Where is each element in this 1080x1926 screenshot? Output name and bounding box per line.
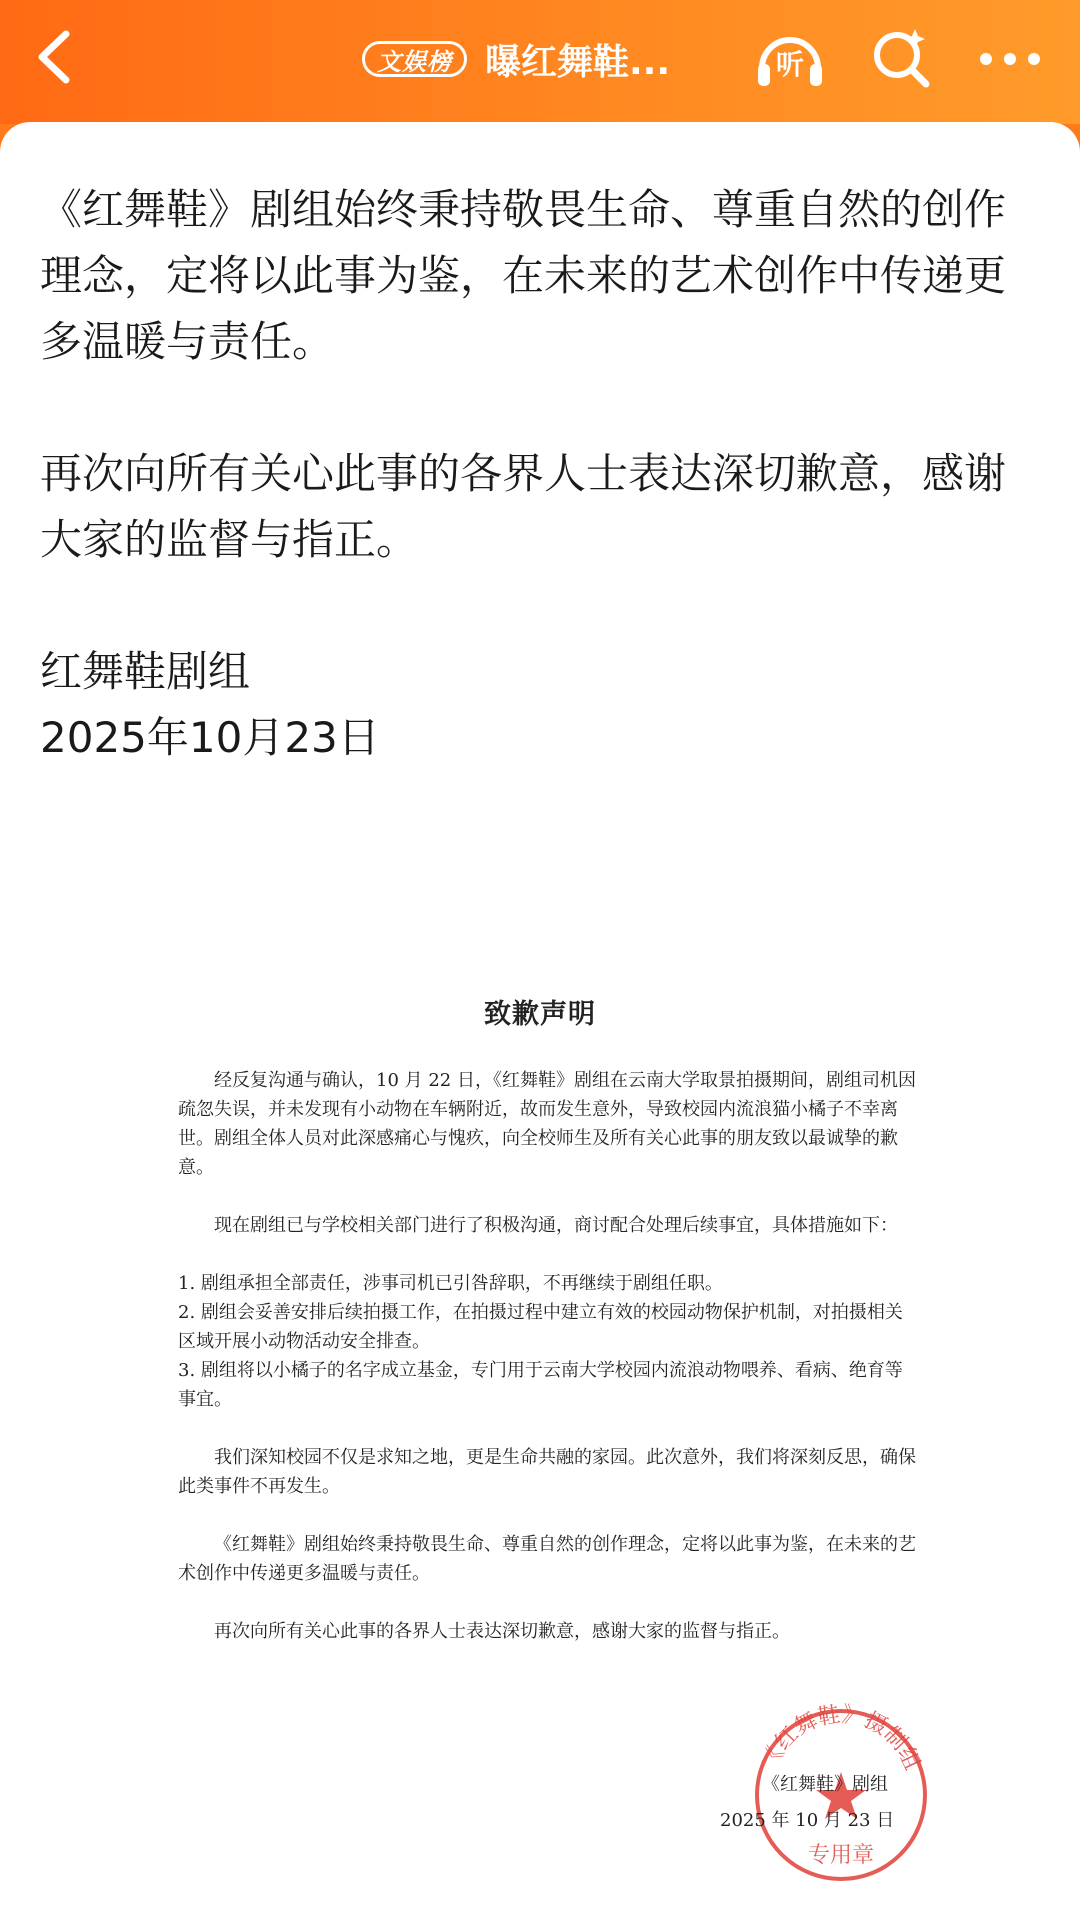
stamp-bottom-text: 专用章 xyxy=(807,1843,875,1868)
channel-badge[interactable]: 文娱榜 xyxy=(362,41,467,77)
document-list-item: 1. 剧组承担全部责任，涉事司机已引咎辞职，不再继续于剧组任职。 xyxy=(178,1273,723,1294)
post-text xyxy=(40,177,1040,771)
page-title: 曝红舞鞋... xyxy=(485,41,671,83)
svg-text:《红舞鞋》摄制组 xyxy=(757,1702,924,1774)
document-paragraph: 经反复沟通与确认，10 月 22 日，《红舞鞋》剧组在云南大学取景拍摄期间，剧组司机因疏忽失误，并未发现有小动物在车辆附近，故而发生意外，导致校园内流浪猫小橘子不幸离世。剧组全体人员对此深感痛心与愧疚，向全校师生及所有关心此事的朋友致以最诚挚的歉意。 xyxy=(178,1070,916,1178)
document-list-item: 3. 剧组将以小橘子的名字成立基金，专门用于云南大学校园内流浪动物喂养、看病、绝育等事宜。 xyxy=(178,1360,903,1410)
post-paragraph: 《红舞鞋》剧组始终秉持敬畏生命、尊重自然的创作理念，定将以此事为鉴，在未来的艺术创作中传递更多温暖与责任。 xyxy=(40,185,1007,366)
document-date: 2025 年 10 月 23 日 xyxy=(720,1810,895,1831)
topbar-center xyxy=(362,34,670,84)
back-button[interactable] xyxy=(22,22,92,92)
top-navigation-bar xyxy=(0,0,1080,124)
more-dots-icon xyxy=(970,24,1050,94)
document-paragraph: 再次向所有关心此事的各界人士表达深切歉意，感谢大家的监督与指正。 xyxy=(214,1621,790,1642)
document-body xyxy=(178,1066,918,1646)
document-paragraph: 《红舞鞋》剧组始终秉持敬畏生命、尊重自然的创作理念，定将以此事为鉴，在未来的艺术创作中传递更多温暖与责任。 xyxy=(178,1534,916,1584)
document-paragraph: 我们深知校园不仅是求知之地，更是生命共融的家园。此次意外，我们将深刻反思，确保此类事件不再发生。 xyxy=(178,1447,916,1497)
post-card xyxy=(0,122,1080,1926)
search-button[interactable] xyxy=(866,24,936,94)
document-list-item: 2. 剧组会妥善安排后续拍摄工作，在拍摄过程中建立有效的校园动物保护机制，对拍摄相关区域开展小动物活动安全排查。 xyxy=(178,1302,903,1352)
document-title: 致歉声明 xyxy=(484,999,596,1030)
listen-button[interactable] xyxy=(752,22,828,98)
stamp-text: 《红舞鞋》摄制组 xyxy=(757,1702,925,1774)
more-options-button[interactable] xyxy=(970,24,1050,94)
post-date: 2025年10月23日 xyxy=(40,713,380,762)
back-arrow-icon xyxy=(22,22,92,92)
statement-image[interactable] xyxy=(40,838,1040,1926)
post-paragraph: 再次向所有关心此事的各界人士表达深切歉意，感谢大家的监督与指正。 xyxy=(40,449,1007,564)
search-icon xyxy=(866,24,936,94)
listen-label: 听 xyxy=(775,48,804,81)
document-paragraph: 现在剧组已与学校相关部门进行了积极沟通，商讨配合处理后续事宜，具体措施如下： xyxy=(214,1215,898,1236)
document-signature: 《红舞鞋》剧组 xyxy=(762,1774,888,1795)
post-signature: 红舞鞋剧组 xyxy=(40,647,251,696)
